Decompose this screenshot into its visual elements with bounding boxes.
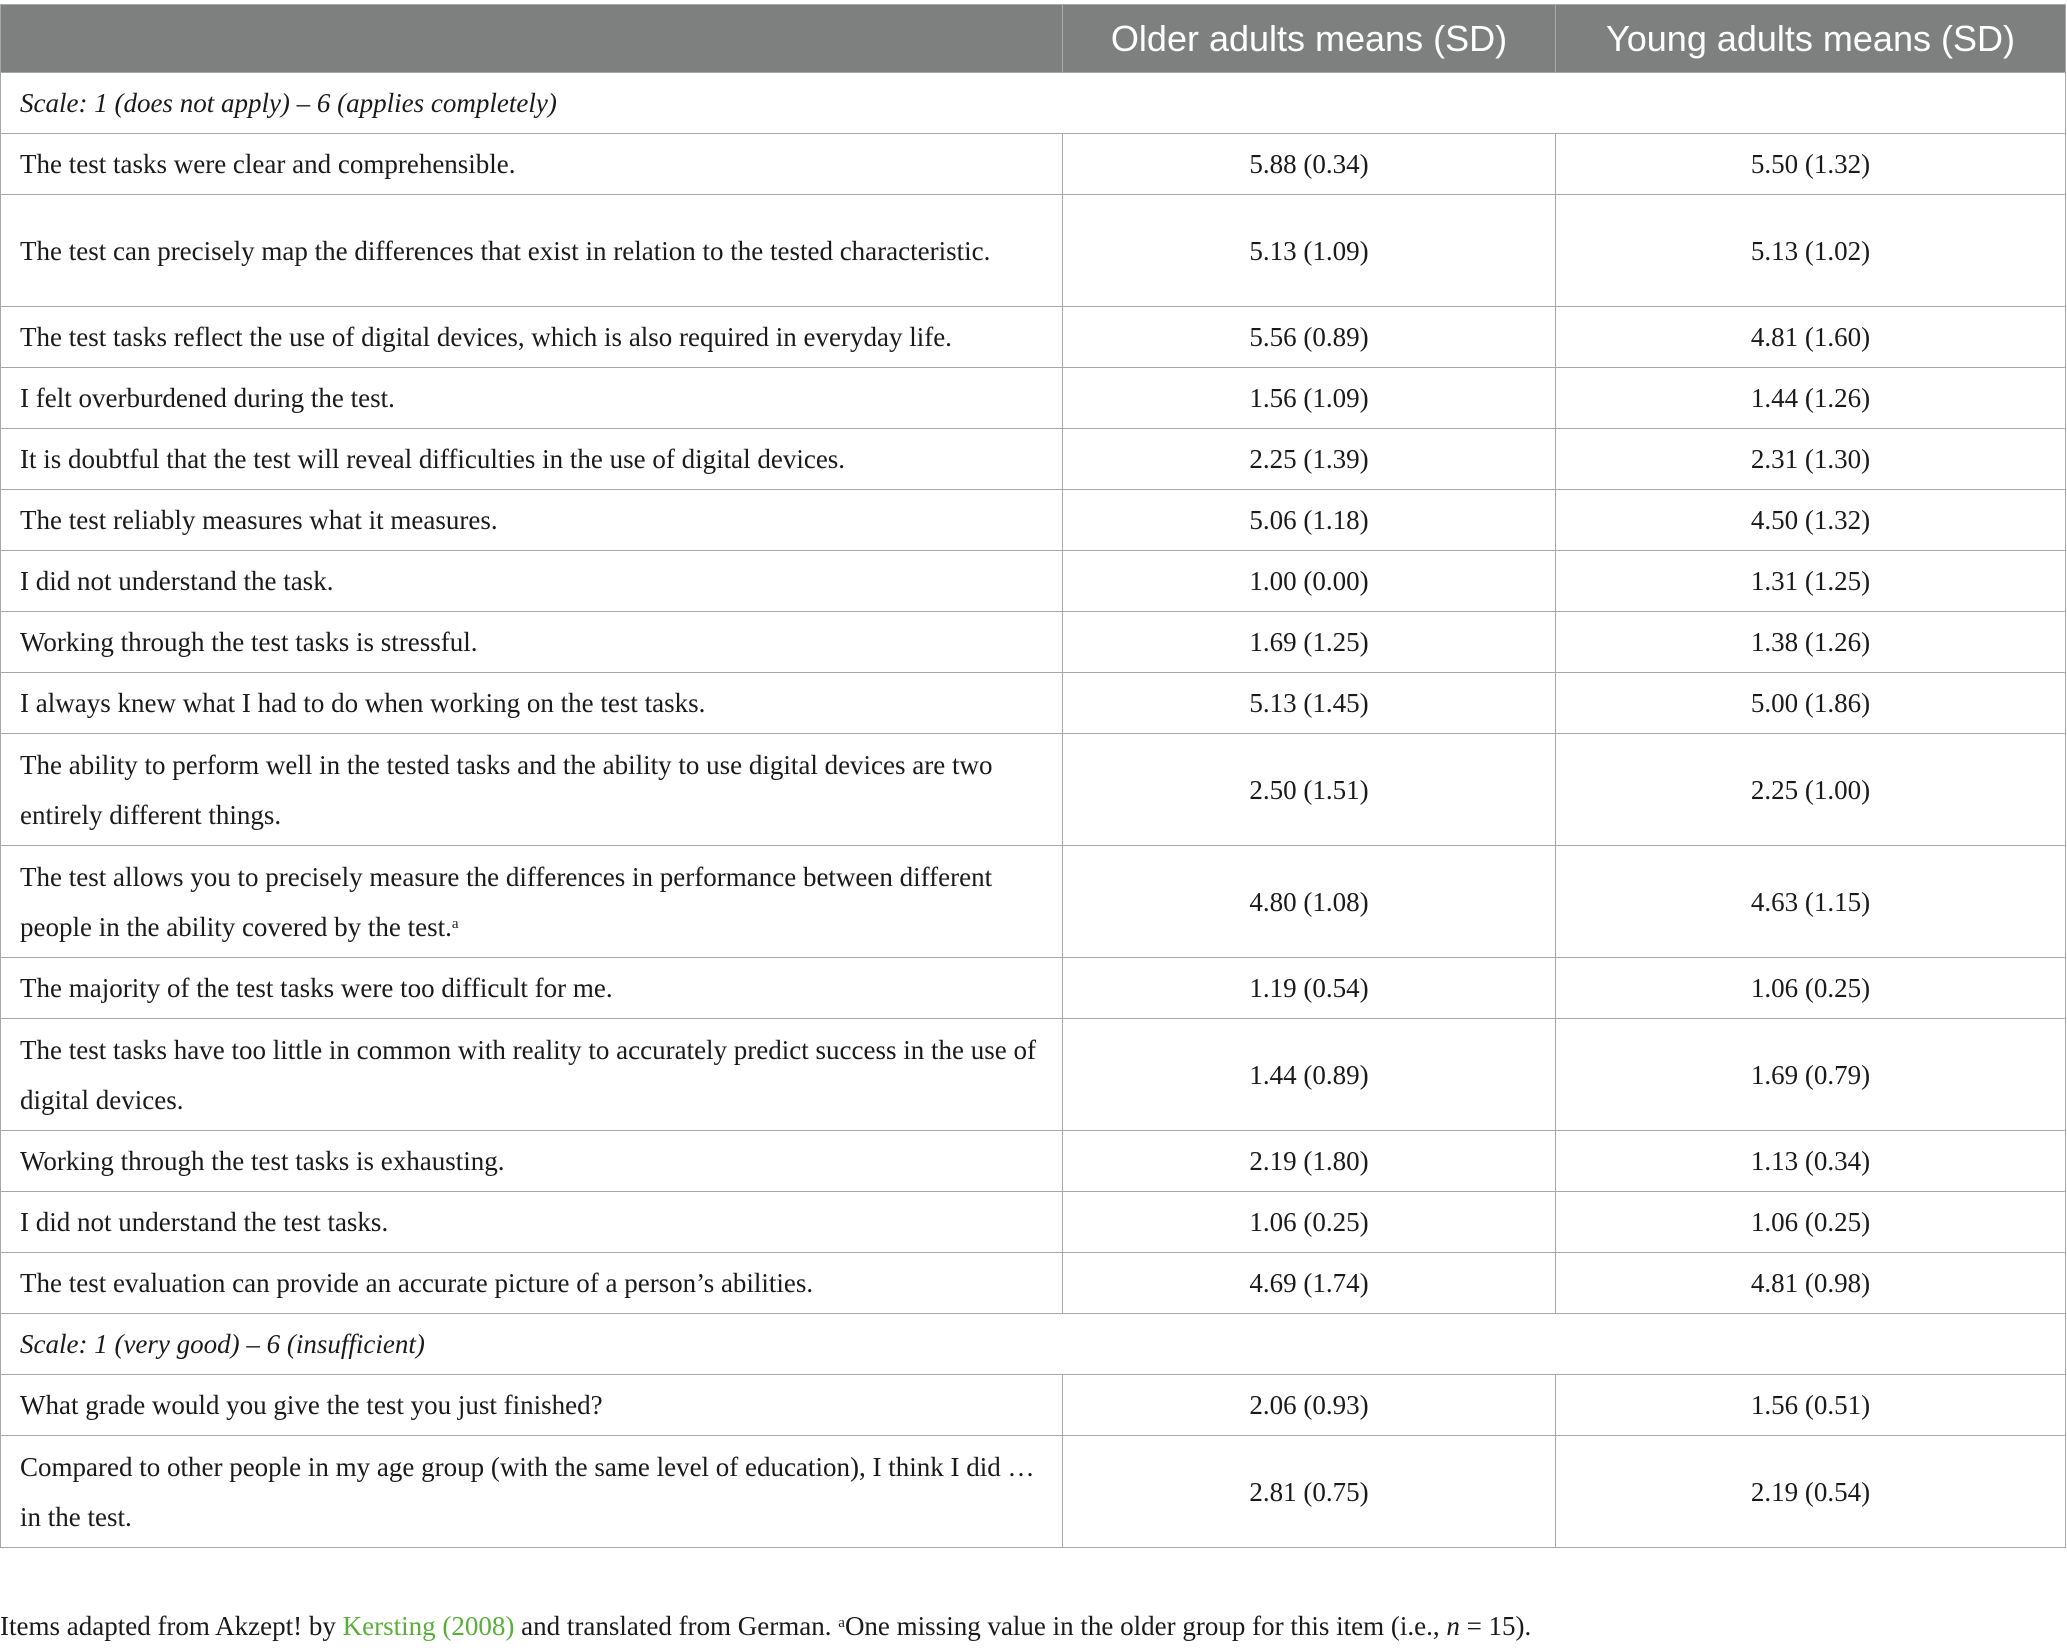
- item-text-cell: [1, 846, 1063, 958]
- young-value: 1.44 (1.26): [1556, 368, 2066, 429]
- older-value: 1.69 (1.25): [1063, 612, 1556, 673]
- item-text: The test tasks have too little in common with reality to accurately predict success in the use of digital devices.: [1, 1019, 1063, 1131]
- older-value: 2.06 (0.93): [1063, 1375, 1556, 1436]
- table-row: [1, 1253, 2066, 1314]
- older-value: 1.19 (0.54): [1063, 958, 1556, 1019]
- table-row: [1, 490, 2066, 551]
- item-text: Working through the test tasks is stressful.: [1, 612, 1063, 673]
- item-text: Compared to other people in my age group (with the same level of education), I think I did … in the test.: [1, 1436, 1063, 1548]
- young-value: 1.69 (0.79): [1556, 1019, 2066, 1131]
- item-text: The test evaluation can provide an accurate picture of a person’s abilities.: [1, 1253, 1063, 1314]
- older-value: 2.19 (1.80): [1063, 1131, 1556, 1192]
- table-row: [1, 1436, 2066, 1548]
- older-value: 4.80 (1.08): [1063, 846, 1556, 958]
- table-row: [1, 1375, 2066, 1436]
- young-value: 4.50 (1.32): [1556, 490, 2066, 551]
- young-value: 1.06 (0.25): [1556, 1192, 2066, 1253]
- young-value: 1.13 (0.34): [1556, 1131, 2066, 1192]
- item-text: I did not understand the task.: [1, 551, 1063, 612]
- n-symbol: n: [1446, 1611, 1460, 1641]
- header-young-adults: Young adults means (SD): [1556, 5, 2066, 73]
- young-value: 2.25 (1.00): [1556, 734, 2066, 846]
- older-value: 5.13 (1.45): [1063, 673, 1556, 734]
- item-text: The test allows you to precisely measure the differences in performance between different people in the ability covered by the test.: [20, 861, 993, 942]
- table-row: [1, 1019, 2066, 1131]
- table-row: [1, 1192, 2066, 1253]
- table-row: [1, 612, 2066, 673]
- young-value: 1.56 (0.51): [1556, 1375, 2066, 1436]
- older-value: 5.88 (0.34): [1063, 134, 1556, 195]
- footnote-mark: a: [451, 915, 459, 932]
- young-value: 5.00 (1.86): [1556, 673, 2066, 734]
- item-text: The ability to perform well in the tested tasks and the ability to use digital devices are two entirely different things.: [1, 734, 1063, 846]
- item-text: What grade would you give the test you just finished?: [1, 1375, 1063, 1436]
- header-older-adults: Older adults means (SD): [1063, 5, 1556, 73]
- item-text: The test tasks reflect the use of digital devices, which is also required in everyday life.: [1, 307, 1063, 368]
- header-item: [1, 5, 1063, 73]
- older-value: 1.06 (0.25): [1063, 1192, 1556, 1253]
- table-row: [1, 734, 2066, 846]
- young-value: 4.81 (0.98): [1556, 1253, 2066, 1314]
- item-text: I did not understand the test tasks.: [1, 1192, 1063, 1253]
- table-row: [1, 368, 2066, 429]
- older-value: 2.81 (0.75): [1063, 1436, 1556, 1548]
- older-value: 2.50 (1.51): [1063, 734, 1556, 846]
- section-row-scale-1: [1, 73, 2066, 134]
- older-value: 5.06 (1.18): [1063, 490, 1556, 551]
- young-value: 5.50 (1.32): [1556, 134, 2066, 195]
- table-footnote: [0, 1606, 2067, 1646]
- item-text: The test tasks were clear and comprehensible.: [1, 134, 1063, 195]
- table-row: [1, 307, 2066, 368]
- citation-link[interactable]: Kersting (2008): [342, 1611, 515, 1641]
- table-row: [1, 429, 2066, 490]
- item-text: The test reliably measures what it measures.: [1, 490, 1063, 551]
- item-text: The test can precisely map the differences that exist in relation to the tested characteristic.: [1, 195, 1063, 307]
- young-value: 1.06 (0.25): [1556, 958, 2066, 1019]
- table-header-row: [1, 5, 2066, 73]
- section-row-scale-2: [1, 1314, 2066, 1375]
- footnote-mark: a: [838, 1615, 845, 1631]
- footnote-prefix: Items adapted from Akzept! by: [0, 1611, 343, 1641]
- young-value: 1.31 (1.25): [1556, 551, 2066, 612]
- older-value: 1.00 (0.00): [1063, 551, 1556, 612]
- scale-label: Scale: 1 (very good) – 6 (insufficient): [1, 1314, 2066, 1375]
- item-text: Working through the test tasks is exhausting.: [1, 1131, 1063, 1192]
- footnote-suffix: = 15).: [1459, 1611, 1532, 1641]
- item-text: It is doubtful that the test will reveal difficulties in the use of digital devices.: [1, 429, 1063, 490]
- item-text: The majority of the test tasks were too difficult for me.: [1, 958, 1063, 1019]
- young-value: 5.13 (1.02): [1556, 195, 2066, 307]
- older-value: 1.56 (1.09): [1063, 368, 1556, 429]
- table-row: [1, 958, 2066, 1019]
- older-value: 1.44 (0.89): [1063, 1019, 1556, 1131]
- older-value: 4.69 (1.74): [1063, 1253, 1556, 1314]
- results-table-container: [0, 4, 2065, 1548]
- table-row: [1, 195, 2066, 307]
- scale-label: Scale: 1 (does not apply) – 6 (applies completely): [1, 73, 2066, 134]
- table-row: [1, 1131, 2066, 1192]
- item-text: I felt overburdened during the test.: [1, 368, 1063, 429]
- young-value: 1.38 (1.26): [1556, 612, 2066, 673]
- table-row: [1, 134, 2066, 195]
- older-value: 2.25 (1.39): [1063, 429, 1556, 490]
- item-text: I always knew what I had to do when working on the test tasks.: [1, 673, 1063, 734]
- older-value: 5.13 (1.09): [1063, 195, 1556, 307]
- acceptance-ratings-table: [0, 4, 2066, 1548]
- older-value: 5.56 (0.89): [1063, 307, 1556, 368]
- table-row: [1, 846, 2066, 958]
- footnote-middle: and translated from German.: [514, 1611, 839, 1641]
- table-row: [1, 551, 2066, 612]
- young-value: 4.63 (1.15): [1556, 846, 2066, 958]
- young-value: 2.19 (0.54): [1556, 1436, 2066, 1548]
- young-value: 2.31 (1.30): [1556, 429, 2066, 490]
- young-value: 4.81 (1.60): [1556, 307, 2066, 368]
- footnote-text: One missing value in the older group for this item (i.e.,: [844, 1611, 1447, 1641]
- table-row: [1, 673, 2066, 734]
